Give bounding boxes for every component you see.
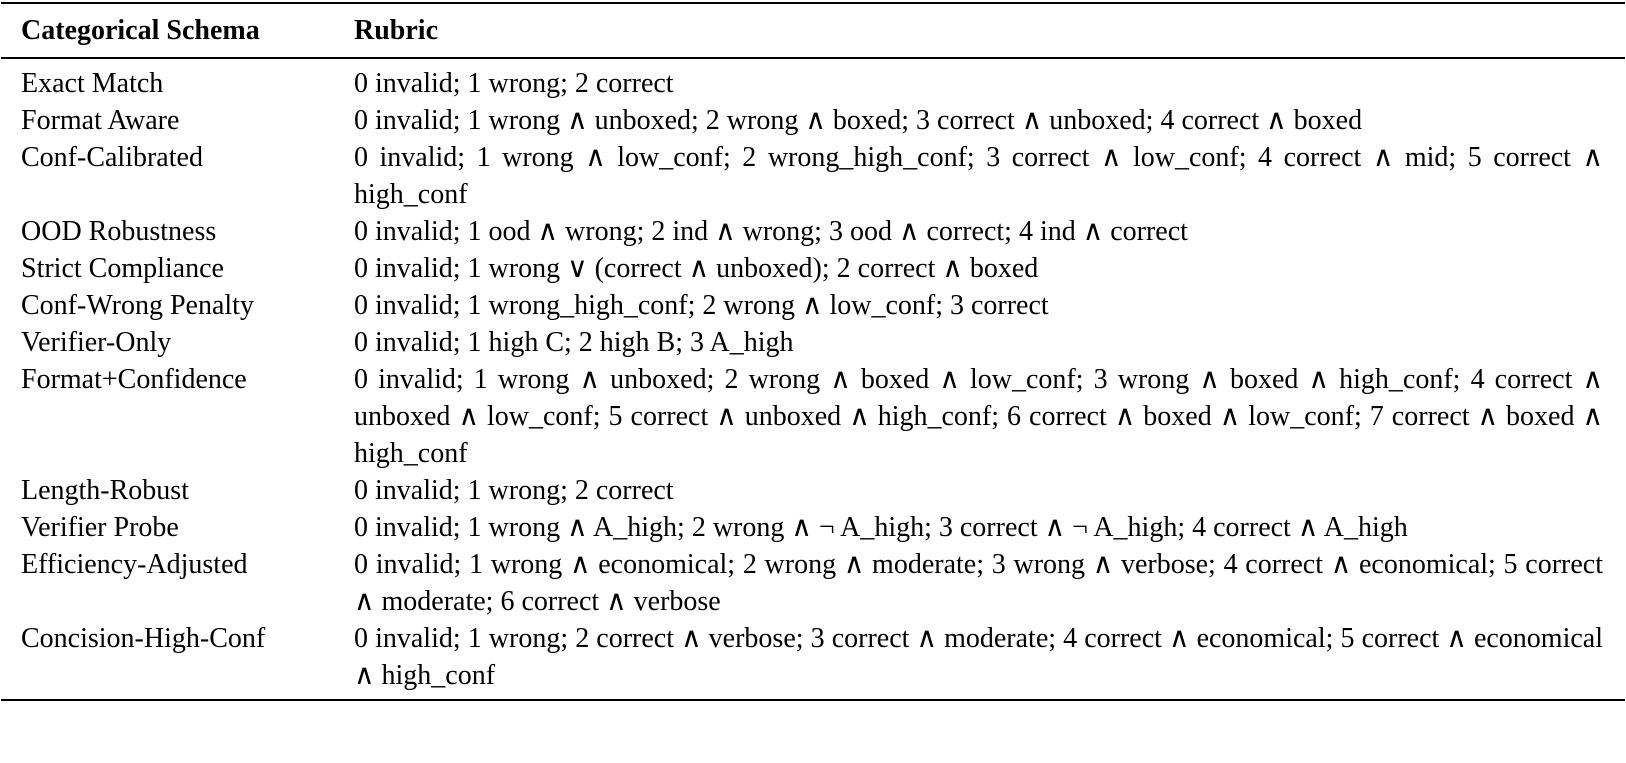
table-row	[1, 287, 1625, 324]
table-row	[1, 472, 1625, 509]
schema-rubric-table	[1, 4, 1625, 699]
rubric-text: 0 invalid; 1 wrong; 2 correct	[354, 474, 674, 506]
schema-name: Strict Compliance	[21, 252, 224, 284]
header-rubric: Rubric	[354, 15, 438, 46]
table-row	[1, 361, 1625, 472]
table-row	[1, 102, 1625, 139]
schema-name: Concision-High-Conf	[21, 622, 266, 654]
table-row	[1, 213, 1625, 250]
table-row	[1, 324, 1625, 361]
rubric-text: 0 invalid; 1 wrong ∧ unboxed; 2 wrong ∧ boxed ∧ low_conf; 3 wrong ∧ boxed ∧ high_conf; 4 correct ∧ unboxed ∧ low_conf; 5 correct ∧ unboxed ∧ high_conf; 6 correct ∧ boxed ∧ low_conf; 7 correct ∧ boxed ∧ high_conf	[354, 363, 1603, 469]
table-row	[1, 620, 1625, 699]
rubric-text: 0 invalid; 1 wrong ∨ (correct ∧ unboxed); 2 correct ∧ boxed	[354, 252, 1039, 284]
table-row	[1, 509, 1625, 546]
table-row	[1, 139, 1625, 213]
table-row	[1, 59, 1625, 102]
bottom-rule	[1, 699, 1625, 701]
schema-name: Conf-Calibrated	[21, 141, 203, 173]
schema-name: Verifier Probe	[21, 511, 179, 543]
rubric-text: 0 invalid; 1 wrong ∧ A_high; 2 wrong ∧ ¬ A_high; 3 correct ∧ ¬ A_high; 4 correct ∧ A_high	[354, 511, 1408, 543]
header-categorical-schema: Categorical Schema	[21, 15, 260, 46]
rubric-text: 0 invalid; 1 wrong; 2 correct	[354, 67, 674, 99]
table-row	[1, 546, 1625, 620]
rubric-text: 0 invalid; 1 high C; 2 high B; 3 A_high	[354, 326, 794, 358]
schema-table-container	[1, 2, 1625, 701]
schema-name: Length-Robust	[21, 474, 189, 506]
schema-name: Efficiency-Adjusted	[21, 548, 248, 580]
rubric-text: 0 invalid; 1 ood ∧ wrong; 2 ind ∧ wrong; 3 ood ∧ correct; 4 ind ∧ correct	[354, 215, 1188, 247]
rubric-text: 0 invalid; 1 wrong ∧ low_conf; 2 wrong_high_conf; 3 correct ∧ low_conf; 4 correct ∧ mid; 5 correct ∧ high_conf	[354, 141, 1603, 210]
schema-name: Format Aware	[21, 104, 180, 136]
rubric-text: 0 invalid; 1 wrong; 2 correct ∧ verbose; 3 correct ∧ moderate; 4 correct ∧ economical; 5 correct ∧ economical ∧ high_conf	[354, 622, 1603, 691]
header-row	[1, 4, 1625, 57]
rubric-text: 0 invalid; 1 wrong ∧ economical; 2 wrong ∧ moderate; 3 wrong ∧ verbose; 4 correct ∧ economical; 5 correct ∧ moderate; 6 correct ∧ verbose	[354, 548, 1603, 617]
schema-name: OOD Robustness	[21, 215, 217, 247]
schema-name: Conf-Wrong Penalty	[21, 289, 254, 321]
table-row	[1, 250, 1625, 287]
rubric-text: 0 invalid; 1 wrong ∧ unboxed; 2 wrong ∧ boxed; 3 correct ∧ unboxed; 4 correct ∧ boxed	[354, 104, 1363, 136]
schema-name: Exact Match	[21, 67, 164, 99]
schema-name: Format+Confidence	[21, 363, 247, 395]
schema-name: Verifier-Only	[21, 326, 172, 358]
rubric-text: 0 invalid; 1 wrong_high_conf; 2 wrong ∧ low_conf; 3 correct	[354, 289, 1049, 321]
